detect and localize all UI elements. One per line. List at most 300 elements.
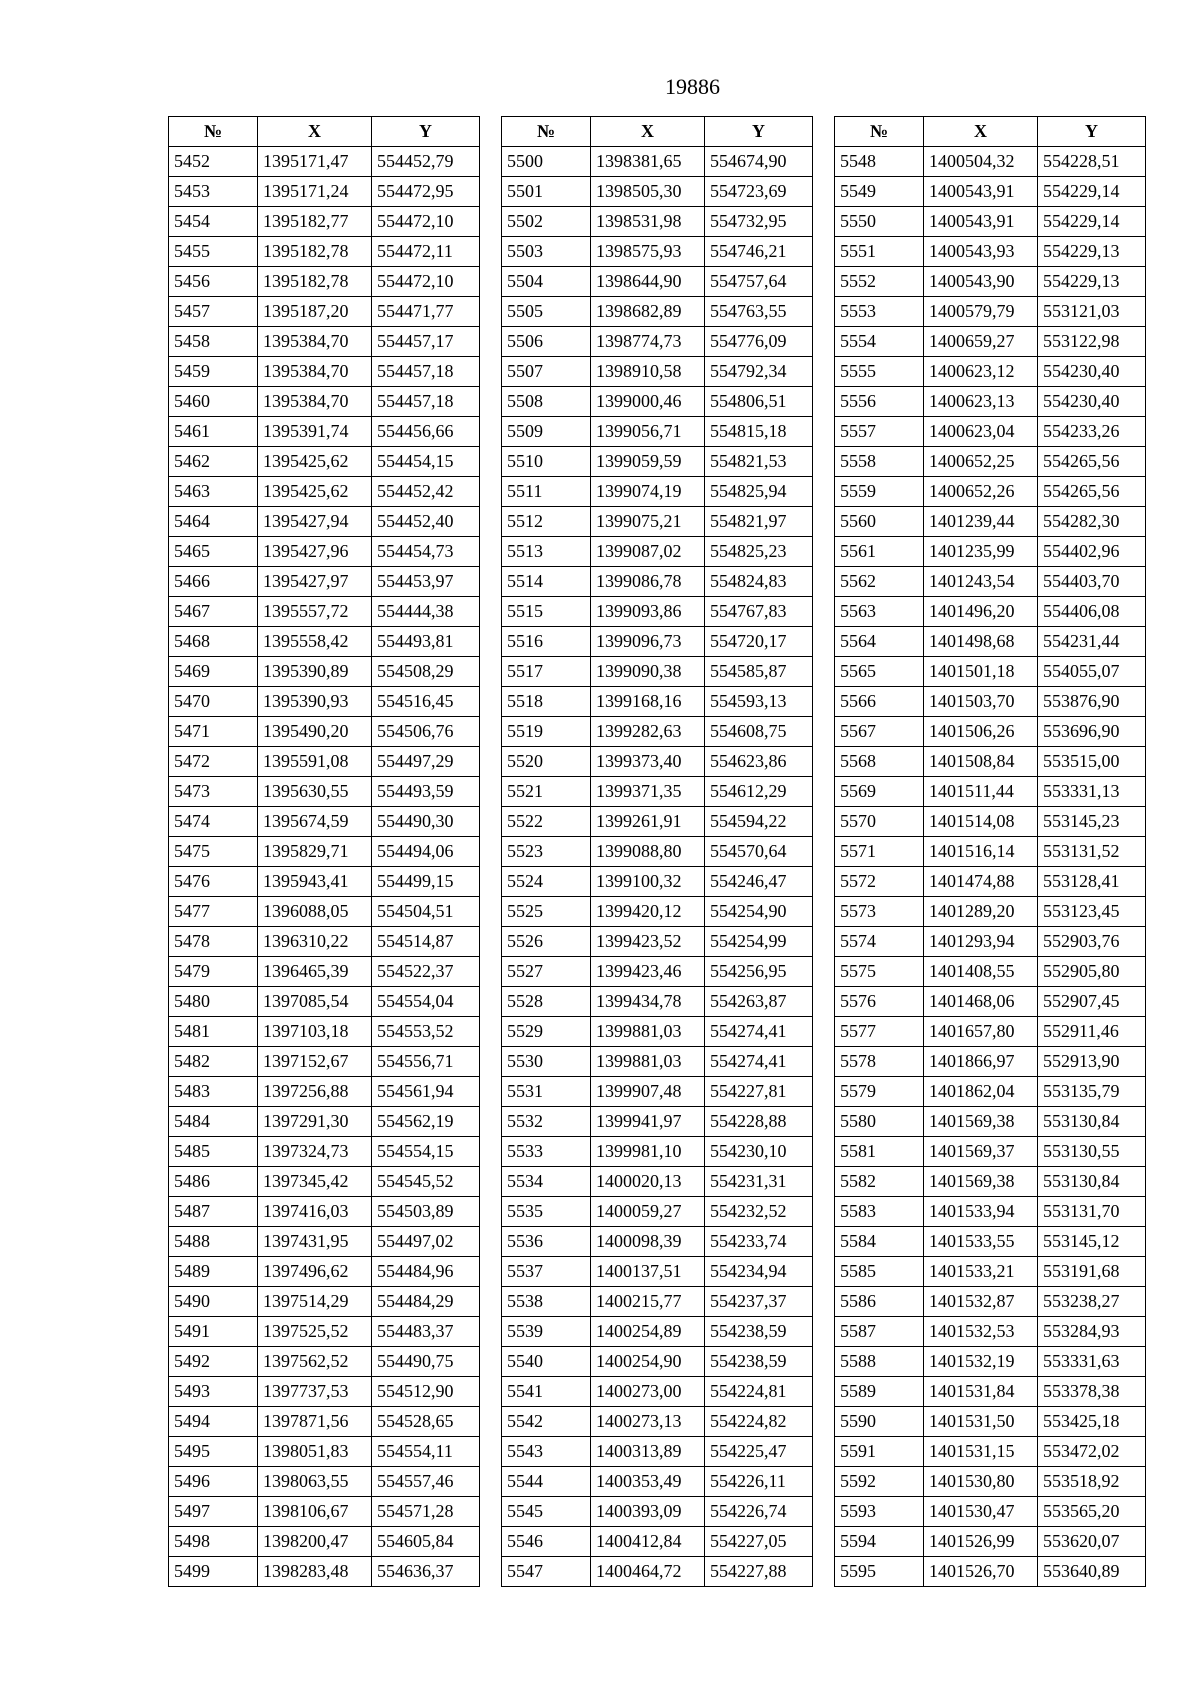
y-coordinate-cell: 554806,51 [705,387,813,417]
table-row [835,1287,1146,1317]
y-coordinate-cell: 554497,29 [372,747,480,777]
table-row [169,327,480,357]
table-row [835,717,1146,747]
x-coordinate-cell: 1395591,08 [258,747,372,777]
coordinates-table-1 [168,116,480,1587]
table-row [502,147,813,177]
x-coordinate-cell: 1401293,94 [924,927,1038,957]
y-coordinate-cell: 554594,22 [705,807,813,837]
x-coordinate-cell: 1401569,38 [924,1167,1038,1197]
x-coordinate-cell: 1399000,46 [591,387,705,417]
y-coordinate-cell: 554228,88 [705,1107,813,1137]
table-row [502,1137,813,1167]
point-number-cell: 5496 [169,1467,258,1497]
table-row [502,1317,813,1347]
table-row [169,537,480,567]
x-coordinate-cell: 1401531,15 [924,1437,1038,1467]
point-number-cell: 5511 [502,477,591,507]
table-row [169,1347,480,1377]
y-coordinate-cell: 553425,18 [1038,1407,1146,1437]
table-row [502,237,813,267]
point-number-cell: 5515 [502,597,591,627]
table-row [502,1017,813,1047]
y-coordinate-cell: 554553,52 [372,1017,480,1047]
y-coordinate-cell: 554228,51 [1038,147,1146,177]
x-coordinate-cell: 1401501,18 [924,657,1038,687]
y-coordinate-cell: 554504,51 [372,897,480,927]
table-row [835,1407,1146,1437]
point-number-cell: 5513 [502,537,591,567]
table-row [835,777,1146,807]
y-coordinate-cell: 554821,97 [705,507,813,537]
y-coordinate-cell: 554402,96 [1038,537,1146,567]
table-row [835,567,1146,597]
x-coordinate-cell: 1397525,52 [258,1317,372,1347]
y-coordinate-cell: 554452,79 [372,147,480,177]
point-number-cell: 5470 [169,687,258,717]
coordinates-table-2 [501,116,813,1587]
y-coordinate-cell: 554483,37 [372,1317,480,1347]
x-coordinate-cell: 1395427,96 [258,537,372,567]
table-row [169,1317,480,1347]
table-row [502,747,813,777]
x-coordinate-cell: 1395182,78 [258,237,372,267]
x-coordinate-cell: 1399282,63 [591,717,705,747]
x-coordinate-cell: 1397256,88 [258,1077,372,1107]
point-number-cell: 5484 [169,1107,258,1137]
table-row [835,1437,1146,1467]
table-row [169,567,480,597]
x-coordinate-cell: 1396465,39 [258,957,372,987]
y-coordinate-cell: 554612,29 [705,777,813,807]
point-number-cell: 5584 [835,1227,924,1257]
table-row [169,387,480,417]
x-coordinate-cell: 1400412,84 [591,1527,705,1557]
x-coordinate-cell: 1400137,51 [591,1257,705,1287]
y-coordinate-cell: 554265,56 [1038,477,1146,507]
y-coordinate-cell: 554503,89 [372,1197,480,1227]
point-number-cell: 5557 [835,417,924,447]
y-coordinate-cell: 554605,84 [372,1527,480,1557]
y-coordinate-cell: 554224,81 [705,1377,813,1407]
x-coordinate-cell: 1400652,26 [924,477,1038,507]
y-coordinate-cell: 554561,94 [372,1077,480,1107]
y-coordinate-cell: 554494,06 [372,837,480,867]
point-number-cell: 5480 [169,987,258,1017]
x-coordinate-cell: 1398644,90 [591,267,705,297]
x-coordinate-cell: 1395182,77 [258,207,372,237]
table-row [835,177,1146,207]
point-number-cell: 5507 [502,357,591,387]
y-coordinate-cell: 554554,04 [372,987,480,1017]
table-row [835,597,1146,627]
table-row [502,1437,813,1467]
y-coordinate-cell: 553238,27 [1038,1287,1146,1317]
x-coordinate-cell: 1399088,80 [591,837,705,867]
point-number-cell: 5589 [835,1377,924,1407]
table-row [169,357,480,387]
y-coordinate-cell: 554623,86 [705,747,813,777]
y-coordinate-cell: 553378,38 [1038,1377,1146,1407]
point-number-cell: 5552 [835,267,924,297]
table-row [502,1467,813,1497]
x-coordinate-cell: 1399373,40 [591,747,705,777]
header-x: X [258,117,372,147]
x-coordinate-cell: 1401531,84 [924,1377,1038,1407]
point-number-cell: 5565 [835,657,924,687]
table-row [835,1107,1146,1137]
point-number-cell: 5497 [169,1497,258,1527]
x-coordinate-cell: 1400579,79 [924,297,1038,327]
point-number-cell: 5588 [835,1347,924,1377]
table-row [835,1077,1146,1107]
point-number-cell: 5476 [169,867,258,897]
table-row [835,957,1146,987]
y-coordinate-cell: 554231,44 [1038,627,1146,657]
point-number-cell: 5482 [169,1047,258,1077]
x-coordinate-cell: 1401533,21 [924,1257,1038,1287]
x-coordinate-cell: 1397103,18 [258,1017,372,1047]
y-coordinate-cell: 554522,37 [372,957,480,987]
x-coordinate-cell: 1398682,89 [591,297,705,327]
header-y: Y [372,117,480,147]
table-row [835,987,1146,1017]
point-number-cell: 5468 [169,627,258,657]
point-number-cell: 5485 [169,1137,258,1167]
table-row [502,1047,813,1077]
y-coordinate-cell: 554444,38 [372,597,480,627]
y-coordinate-cell: 553565,20 [1038,1497,1146,1527]
y-coordinate-cell: 554472,10 [372,207,480,237]
y-coordinate-cell: 554484,29 [372,1287,480,1317]
table-row [169,477,480,507]
point-number-cell: 5550 [835,207,924,237]
y-coordinate-cell: 554230,40 [1038,387,1146,417]
point-number-cell: 5564 [835,627,924,657]
table-row [835,417,1146,447]
table-row [835,507,1146,537]
x-coordinate-cell: 1400464,72 [591,1557,705,1587]
table-row [169,1167,480,1197]
y-coordinate-cell: 554506,76 [372,717,480,747]
table-row [835,837,1146,867]
point-number-cell: 5486 [169,1167,258,1197]
table-row [502,1257,813,1287]
x-coordinate-cell: 1401408,55 [924,957,1038,987]
table-row [835,1197,1146,1227]
point-number-cell: 5574 [835,927,924,957]
point-number-cell: 5487 [169,1197,258,1227]
y-coordinate-cell: 554227,88 [705,1557,813,1587]
table-row [169,1227,480,1257]
y-coordinate-cell: 553131,52 [1038,837,1146,867]
point-number-cell: 5549 [835,177,924,207]
table-row [835,1527,1146,1557]
x-coordinate-cell: 1399881,03 [591,1017,705,1047]
point-number-cell: 5535 [502,1197,591,1227]
x-coordinate-cell: 1401289,20 [924,897,1038,927]
point-number-cell: 5472 [169,747,258,777]
table-row [502,957,813,987]
x-coordinate-cell: 1395558,42 [258,627,372,657]
x-coordinate-cell: 1401526,99 [924,1527,1038,1557]
table-row [502,1167,813,1197]
x-coordinate-cell: 1397431,95 [258,1227,372,1257]
point-number-cell: 5492 [169,1347,258,1377]
point-number-cell: 5505 [502,297,591,327]
y-coordinate-cell: 554472,11 [372,237,480,267]
table-row [169,1287,480,1317]
y-coordinate-cell: 554263,87 [705,987,813,1017]
x-coordinate-cell: 1397324,73 [258,1137,372,1167]
y-coordinate-cell: 554570,64 [705,837,813,867]
point-number-cell: 5593 [835,1497,924,1527]
x-coordinate-cell: 1399371,35 [591,777,705,807]
y-coordinate-cell: 554825,23 [705,537,813,567]
point-number-cell: 5567 [835,717,924,747]
y-coordinate-cell: 553620,07 [1038,1527,1146,1557]
y-coordinate-cell: 554229,14 [1038,207,1146,237]
y-coordinate-cell: 554732,95 [705,207,813,237]
point-number-cell: 5559 [835,477,924,507]
y-coordinate-cell: 554571,28 [372,1497,480,1527]
x-coordinate-cell: 1400659,27 [924,327,1038,357]
x-coordinate-cell: 1398106,67 [258,1497,372,1527]
y-coordinate-cell: 554824,83 [705,567,813,597]
point-number-cell: 5534 [502,1167,591,1197]
point-number-cell: 5568 [835,747,924,777]
x-coordinate-cell: 1401503,70 [924,687,1038,717]
table-row [169,597,480,627]
x-coordinate-cell: 1398531,98 [591,207,705,237]
point-number-cell: 5554 [835,327,924,357]
table-row [502,447,813,477]
x-coordinate-cell: 1401530,80 [924,1467,1038,1497]
y-coordinate-cell: 554528,65 [372,1407,480,1437]
x-coordinate-cell: 1399423,52 [591,927,705,957]
header-number: № [835,117,924,147]
x-coordinate-cell: 1395427,94 [258,507,372,537]
x-coordinate-cell: 1397085,54 [258,987,372,1017]
x-coordinate-cell: 1399423,46 [591,957,705,987]
y-coordinate-cell: 553122,98 [1038,327,1146,357]
table-row [169,897,480,927]
y-coordinate-cell: 554493,81 [372,627,480,657]
x-coordinate-cell: 1400273,13 [591,1407,705,1437]
x-coordinate-cell: 1401532,19 [924,1347,1038,1377]
x-coordinate-cell: 1399086,78 [591,567,705,597]
point-number-cell: 5576 [835,987,924,1017]
table-row [502,1407,813,1437]
y-coordinate-cell: 554230,40 [1038,357,1146,387]
table-row [502,897,813,927]
y-coordinate-cell: 554237,37 [705,1287,813,1317]
point-number-cell: 5453 [169,177,258,207]
x-coordinate-cell: 1395630,55 [258,777,372,807]
y-coordinate-cell: 554227,81 [705,1077,813,1107]
y-coordinate-cell: 554232,52 [705,1197,813,1227]
table-row [502,657,813,687]
table-row [835,1137,1146,1167]
table-row [502,357,813,387]
point-number-cell: 5504 [502,267,591,297]
x-coordinate-cell: 1398063,55 [258,1467,372,1497]
y-coordinate-cell: 554484,96 [372,1257,480,1287]
x-coordinate-cell: 1401514,08 [924,807,1038,837]
table-row [502,837,813,867]
y-coordinate-cell: 553128,41 [1038,867,1146,897]
table-row [835,1347,1146,1377]
y-coordinate-cell: 554723,69 [705,177,813,207]
x-coordinate-cell: 1400504,32 [924,147,1038,177]
table-row [835,147,1146,177]
x-coordinate-cell: 1401468,06 [924,987,1038,1017]
point-number-cell: 5481 [169,1017,258,1047]
x-coordinate-cell: 1400652,25 [924,447,1038,477]
header-x: X [924,117,1038,147]
y-coordinate-cell: 554585,87 [705,657,813,687]
y-coordinate-cell: 554562,19 [372,1107,480,1137]
x-coordinate-cell: 1399168,16 [591,687,705,717]
table-row [502,1077,813,1107]
point-number-cell: 5454 [169,207,258,237]
point-number-cell: 5558 [835,447,924,477]
table-row [502,987,813,1017]
point-number-cell: 5517 [502,657,591,687]
x-coordinate-cell: 1400623,12 [924,357,1038,387]
x-coordinate-cell: 1400393,09 [591,1497,705,1527]
table-row [169,237,480,267]
point-number-cell: 5537 [502,1257,591,1287]
y-coordinate-cell: 554254,99 [705,927,813,957]
point-number-cell: 5575 [835,957,924,987]
table-row [835,1257,1146,1287]
point-number-cell: 5508 [502,387,591,417]
x-coordinate-cell: 1395425,62 [258,477,372,507]
x-coordinate-cell: 1399100,32 [591,867,705,897]
y-coordinate-cell: 554508,29 [372,657,480,687]
table-row [502,927,813,957]
table-row [502,267,813,297]
table-row [169,1077,480,1107]
y-coordinate-cell: 554825,94 [705,477,813,507]
point-number-cell: 5464 [169,507,258,537]
x-coordinate-cell: 1399261,91 [591,807,705,837]
x-coordinate-cell: 1400254,90 [591,1347,705,1377]
x-coordinate-cell: 1395943,41 [258,867,372,897]
point-number-cell: 5585 [835,1257,924,1287]
y-coordinate-cell: 554238,59 [705,1317,813,1347]
table-row [835,687,1146,717]
y-coordinate-cell: 554233,74 [705,1227,813,1257]
table-row [169,507,480,537]
header-row [502,117,813,147]
point-number-cell: 5566 [835,687,924,717]
table-row [835,1377,1146,1407]
x-coordinate-cell: 1399059,59 [591,447,705,477]
header-y: Y [1038,117,1146,147]
x-coordinate-cell: 1399981,10 [591,1137,705,1167]
table-row [169,297,480,327]
y-coordinate-cell: 554254,90 [705,897,813,927]
table-row [835,1557,1146,1587]
table-row [502,327,813,357]
y-coordinate-cell: 554545,52 [372,1167,480,1197]
point-number-cell: 5562 [835,567,924,597]
point-number-cell: 5528 [502,987,591,1017]
table-row [502,867,813,897]
table-row [835,1017,1146,1047]
x-coordinate-cell: 1401506,26 [924,717,1038,747]
table-row [835,657,1146,687]
y-coordinate-cell: 554282,30 [1038,507,1146,537]
point-number-cell: 5539 [502,1317,591,1347]
point-number-cell: 5493 [169,1377,258,1407]
x-coordinate-cell: 1399434,78 [591,987,705,1017]
x-coordinate-cell: 1397871,56 [258,1407,372,1437]
point-number-cell: 5544 [502,1467,591,1497]
y-coordinate-cell: 554767,83 [705,597,813,627]
x-coordinate-cell: 1400098,39 [591,1227,705,1257]
table-row [502,687,813,717]
table-row [835,747,1146,777]
x-coordinate-cell: 1401866,97 [924,1047,1038,1077]
y-coordinate-cell: 554720,17 [705,627,813,657]
y-coordinate-cell: 553121,03 [1038,297,1146,327]
y-coordinate-cell: 554454,73 [372,537,480,567]
table-row [502,387,813,417]
table-row [169,177,480,207]
y-coordinate-cell: 554497,02 [372,1227,480,1257]
table-row [835,447,1146,477]
y-coordinate-cell: 553145,12 [1038,1227,1146,1257]
table-row [169,957,480,987]
y-coordinate-cell: 554226,11 [705,1467,813,1497]
x-coordinate-cell: 1401498,68 [924,627,1038,657]
x-coordinate-cell: 1401526,70 [924,1557,1038,1587]
y-coordinate-cell: 554457,18 [372,357,480,387]
point-number-cell: 5463 [169,477,258,507]
x-coordinate-cell: 1401533,94 [924,1197,1038,1227]
x-coordinate-cell: 1397152,67 [258,1047,372,1077]
x-coordinate-cell: 1401474,88 [924,867,1038,897]
point-number-cell: 5494 [169,1407,258,1437]
x-coordinate-cell: 1397416,03 [258,1197,372,1227]
table-row [169,1197,480,1227]
y-coordinate-cell: 554456,66 [372,417,480,447]
point-number-cell: 5590 [835,1407,924,1437]
point-number-cell: 5466 [169,567,258,597]
y-coordinate-cell: 554757,64 [705,267,813,297]
x-coordinate-cell: 1399096,73 [591,627,705,657]
point-number-cell: 5522 [502,807,591,837]
table-row [835,1227,1146,1257]
x-coordinate-cell: 1395829,71 [258,837,372,867]
y-coordinate-cell: 553131,70 [1038,1197,1146,1227]
table-row [835,1497,1146,1527]
table-row [169,447,480,477]
point-number-cell: 5477 [169,897,258,927]
y-coordinate-cell: 553518,92 [1038,1467,1146,1497]
point-number-cell: 5577 [835,1017,924,1047]
y-coordinate-cell: 554776,09 [705,327,813,357]
x-coordinate-cell: 1398575,93 [591,237,705,267]
y-coordinate-cell: 554490,30 [372,807,480,837]
table-row [835,267,1146,297]
point-number-cell: 5563 [835,597,924,627]
table-row [169,147,480,177]
point-number-cell: 5540 [502,1347,591,1377]
